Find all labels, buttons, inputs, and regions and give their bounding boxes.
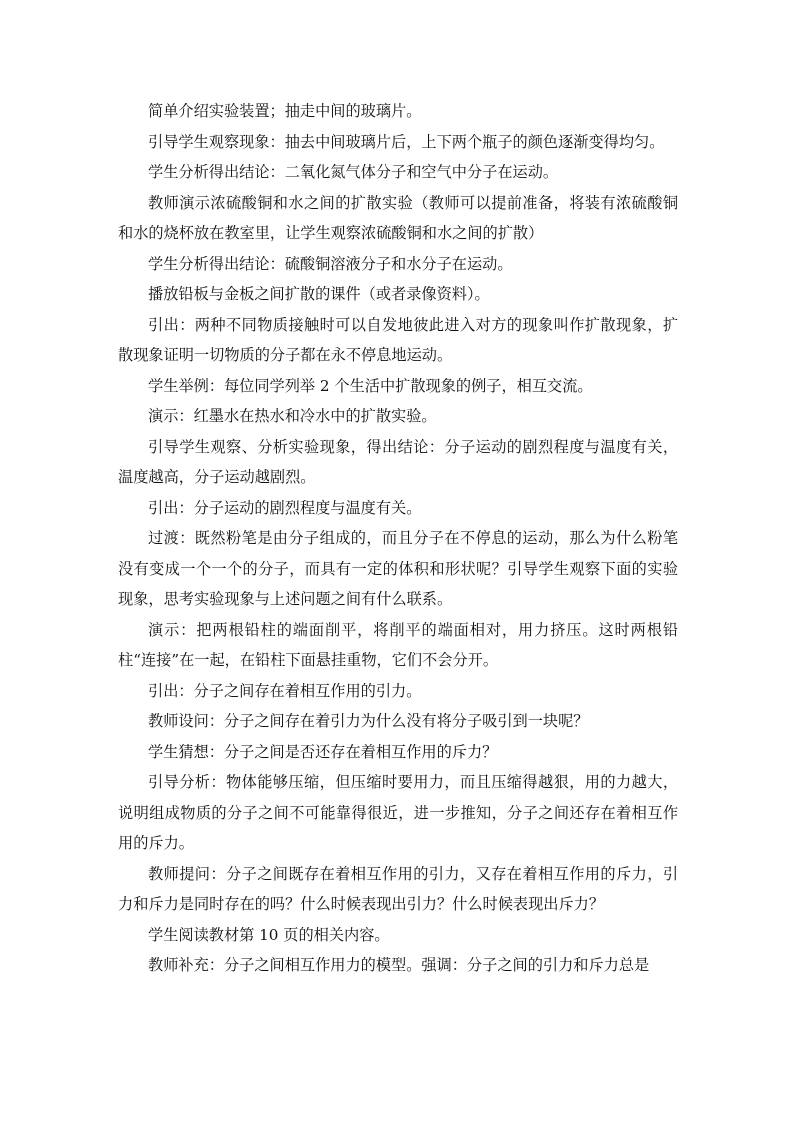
- paragraph-5: 学生分析得出结论：硫酸铜溶液分子和水分子在运动。: [148, 254, 513, 273]
- paragraph-10: 引导学生观察、分析实验现象，得出结论：分子运动的剧烈程度与温度有关，温度越高，分子运动越剧烈。: [118, 437, 678, 486]
- paragraph-4: 教师演示浓硫酸铜和水之间的扩散实验（教师可以提前准备，将装有浓硫酸铜和水的烧杯放在教室里，让学生观察浓硫酸铜和水之间的扩散）: [118, 193, 678, 242]
- paragraph-2: 引导学生观察现象：抽去中间玻璃片后，上下两个瓶子的颜色逐渐变得均匀。: [148, 132, 665, 151]
- paragraph-17: 引导分析：物体能够压缩，但压缩时要用力，而且压缩得越狠，用的力越大，说明组成物质的分子之间不可能靠得很近，进一步推知，分子之间还存在着相互作用的斥力。: [118, 773, 678, 852]
- paragraph-9: 演示：红墨水在热水和冷水中的扩散实验。: [148, 407, 437, 425]
- paragraph-1: 简单介绍实验装置；抽走中间的玻璃片。: [148, 102, 422, 120]
- paragraph-8: 学生举例：每位同学列举 2 个生活中扩散现象的例子，相互交流。: [148, 376, 593, 395]
- document-body: [118, 96, 678, 981]
- paragraph-19: 学生阅读教材第 10 页的相关内容。: [148, 925, 390, 944]
- paragraph-3: 学生分析得出结论：二氧化氮气体分子和空气中分子在运动。: [148, 163, 559, 181]
- paragraph-15: 教师设问：分子之间存在着引力为什么没有将分子吸引到一块呢？: [148, 712, 589, 730]
- paragraph-18: 教师提问：分子之间既存在着相互作用的引力，又存在着相互作用的斥力，引力和斥力是同时存在的吗？什么时候表现出引力？什么时候表现出斥力？: [118, 864, 678, 913]
- paragraph-14: 引出：分子之间存在着相互作用的引力。: [148, 681, 422, 700]
- paragraph-12: 过渡：既然粉笔是由分子组成的，而且分子在不停息的运动，那么为什么粉笔没有变成一个一个的分子，而具有一定的体积和形状呢？引导学生观察下面的实验现象，思考实验现象与上述问题之间有什么联系。: [118, 529, 678, 608]
- paragraph-16: 学生猜想：分子之间是否还存在着相互作用的斥力？: [148, 742, 498, 761]
- paragraph-7: 引出：两种不同物质接触时可以自发地彼此进入对方的现象叫作扩散现象，扩散现象证明一切物质的分子都在永不停息地运动。: [118, 315, 678, 364]
- paragraph-6: 播放铅板与金板之间扩散的课件（或者录像资料）。: [148, 285, 490, 303]
- paragraph-13: 演示：把两根铅柱的端面削平，将削平的端面相对，用力挤压。这时两根铅柱“连接”在一起，在铅柱下面悬挂重物，它们不会分开。: [118, 620, 678, 669]
- paragraph-11: 引出：分子运动的剧烈程度与温度有关。: [148, 498, 422, 517]
- paragraph-20: 教师补充：分子之间相互作用力的模型。强调：分子之间的引力和斥力总是: [148, 956, 650, 974]
